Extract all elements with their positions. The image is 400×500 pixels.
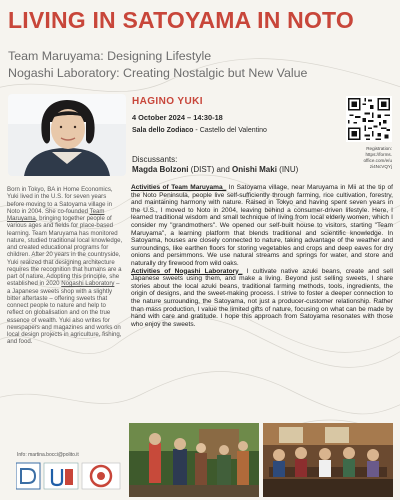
registration-info [324,146,392,170]
registration-link-2[interactable]: office.com/e/u [363,158,392,163]
poster-subtitle [8,48,392,82]
speaker-portrait [8,94,126,176]
venue-room: Sala dello Zodiaco [132,127,194,134]
main-text [131,184,393,328]
registration-label: Registration: [366,146,392,151]
logo-dist [16,463,40,489]
bio-part-2: , bringing together people of various ages and fields for place-based learning. Team Maruyama has monitored nature, studied traditional local knowledge, and created educational programs for children. After 20 years in the countryside, Yuki realized that designing architecture requires the recognition that humans are a part of nature. Adopting this principle, she established in 2020 [7,215,123,288]
discussants-list [132,165,298,174]
discussant-1-affiliation: (DIST) and [188,165,233,174]
heading-nogashi-lab: Activities of Nogashi Laboratory_ [131,267,243,275]
bio-lab-link: Nogashi Laboratory [61,280,115,288]
paragraph-nogashi-lab [131,268,393,329]
discussant-2-affiliation: (INU) [276,165,299,174]
discussants-label: Discussants: [132,155,178,164]
event-venue [132,127,267,134]
bio-team-link: Team Maruyama [7,207,105,222]
speaker-biography [7,186,124,346]
logo-polito [82,463,120,489]
text-nogashi-lab: I cultivate native azuki beans, create and sell Japanese sweets using them, and make a living. Beyond just selling sweets, I share stories about the local azuki beans, traditional farming methods, tools, ingredients, the origin of designs, and the sweet-making process. I strive to foster a deeper connection to the nature surrounding, the Satoyama, not just a producer-customer relationship. Rather than mass production, I value the limited gifts of nature, focusing on what can be made by hand with care and gratitude. I hope this approach from Satoyama resonates with those who enjoy the sweets. [131,267,393,328]
bio-part-1: Born in Tokyo, BA in Home Economics, Yuki lived in the U.S. for seven years before moving to a Satoyama village in Noto in 2004. She co-founded [7,186,113,215]
registration-qr-code[interactable] [346,96,392,142]
subtitle-line-2: Nogashi Laboratory: Creating Nostalgic but New Value [8,66,308,80]
photo-village-people [129,423,259,497]
subtitle-line-1: Team Maruyama: Designing Lifestyle [8,49,212,63]
discussant-1-name: Magda Bolzoni [132,165,189,174]
event-date-time: 4 October 2024 – 14:30-18 [132,113,223,122]
text-team-maruyama: In Satoyama village, near Maruyama in Mii at the tip of the Noto Peninsula, people live self-sufficiently through farming, rice cultivation, forestry, and maintaining harmony with nature. Raised in Tokyo and having spent seven years in the U.S., I moved to Noto in 2004, leaving behind a consumer-driven lifestyle. Here, I learned traditional wisdom and small technique of living from local elderly women, which I consider my "grandmothers". We opened our self-built house to visitors, starting "Team Maruyama", a learning platform that blends traditional and scientific knowledge. In Satoyama, houses are closely connected to nature, taking advantage of the weather and surroundings, like earthen floors for storing vegetables and crops and deep eaves for dry onions and persimmons. We use natural streams and springs for water, and store and naturally dry firewood from wild oaks. [131,184,394,267]
venue-place: Castello del Valentino [199,127,267,134]
logo-unito [44,463,78,489]
partner-logos [16,461,122,491]
bio-part-3: – a Japanese sweets shop with a slightly bitter aftertaste – offering sweets that connect people to nature and help to reflect on globalisation and on the true essence of wealth. Yuki also writes for newspapers and magazines and works on local design projects in agriculture, fishing, and food. [7,280,122,346]
heading-team-maruyama: Activities of Team Maruyama_ [131,184,227,191]
registration-link-1[interactable]: https://forms. [365,152,392,157]
contact-info[interactable]: Info: martina.bocci@polito.it [17,452,79,458]
photo-workshop [263,423,393,497]
registration-link-3[interactable]: zi4NcVQYj [369,164,392,169]
venue-separator: - [193,127,200,134]
discussant-2-name: Onishi Maki [232,165,277,174]
poster-title: LIVING IN SATOYAMA IN NOTO [8,7,354,33]
paragraph-team-maruyama [131,184,393,268]
speaker-name: HAGINO YUKI [132,96,203,107]
event-photos [129,423,393,497]
